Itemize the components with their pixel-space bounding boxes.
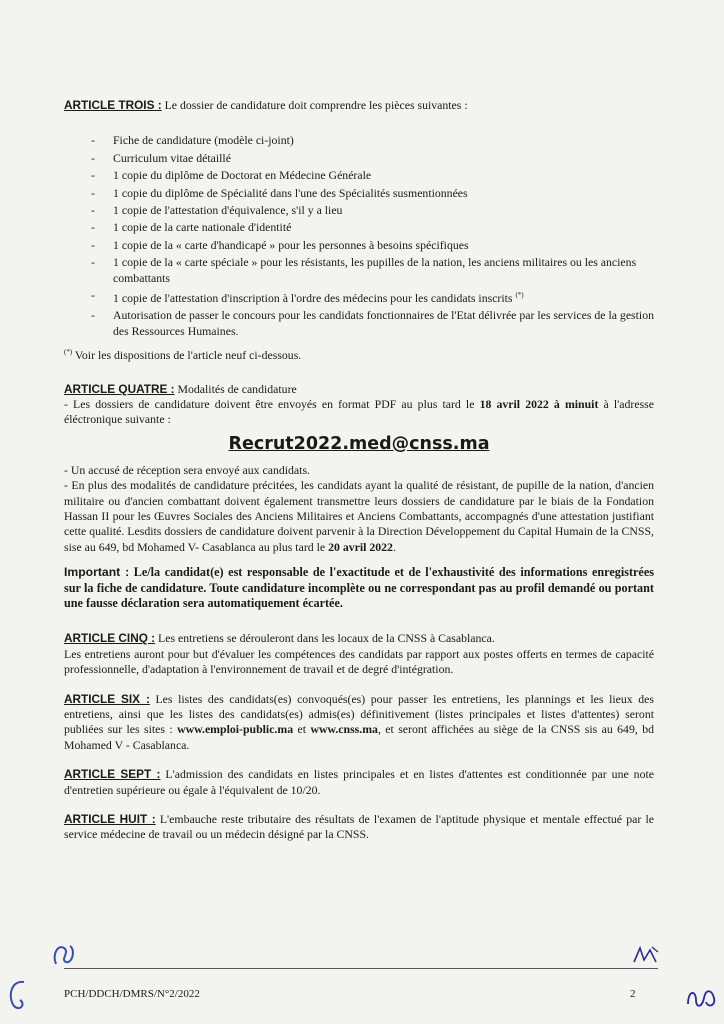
site-link-emploi-public[interactable]: www.emploi-public.ma	[177, 722, 294, 737]
page-number: 2	[630, 988, 636, 1000]
article-trois-intro: ARTICLE TROIS : Le dossier de candidature doit comprendre les pièces suivantes :	[64, 98, 468, 112]
article-six-heading: ARTICLE SIX :	[64, 691, 150, 706]
deadline-date: 18 avril 2022 à minuit	[479, 396, 599, 411]
article-cinq-heading: ARTICLE CINQ :	[64, 631, 156, 646]
list-item: - 1 copie du diplôme de Spécialité dans l'une des Spécialités susmentionnées	[64, 186, 654, 201]
article-quatre-deadline: - Les dossiers de candidature doivent être envoyés en format PDF au plus tard le 18 avril 2022 à minuit à l'adresse éléctronique suivante :	[64, 396, 654, 427]
document-body	[64, 98, 654, 857]
initials-left-signature	[50, 940, 82, 970]
article-quatre-heading: ARTICLE QUATRE :	[64, 381, 175, 396]
special-candidates-text: - En plus des modalités de candidature précitées, les candidats ayant la qualité de résistant, de pupille de la nation, d'ancien militaire ou d'ancien combattant doivent également transmettre leurs dossiers de candidature par le biais de la Fondation Hassan II pour les Œuvres Sociales des Anciens Militaires et Anciens Combattants, accompagnés d'une attestation justifiant cette qualité. Lesdits dossiers de candidature doivent parvenir à la Direction Développement du Capital Humain de la CNSS, sise au 649, bd Mohamed V- Casablanca au plus tard le 20 avril 2022.	[64, 478, 654, 554]
article-quatre-title: ARTICLE QUATRE : Modalités de candidature	[64, 381, 297, 396]
footnote-mark: (*)	[64, 348, 73, 357]
list-item: - Autorisation de passer le concours pour les candidats fonctionnaires de l'Etat délivrée par les services de la gestion des Ressources Humaines.	[64, 308, 654, 339]
special-deadline-date: 20 avril 2022	[328, 539, 393, 554]
application-email[interactable]: Recrut2022.med@cnss.ma	[228, 433, 490, 454]
important-notice: Important : Le/la candidat(e) est responsable de l'exactitude et de l'exhaustivité des informations enregistrées sur la fiche de candidature. Toute candidature incomplète ou ne correspondant pas au profil demandé ou portant une fausse déclaration sera automatiquement écartée.	[64, 565, 654, 610]
article-huit: ARTICLE HUIT : L'embauche reste tributaire des résultats de l'examen de l'aptitude physique et mentale effectué par le service médecine de travail ou un médecin désigné par la CNSS.	[64, 812, 654, 842]
pieces-list	[64, 133, 654, 339]
important-label: Important :	[64, 565, 130, 580]
article-huit-heading: ARTICLE HUIT :	[64, 812, 156, 827]
article-sept: ARTICLE SEPT : L'admission des candidats en listes principales et en listes d'attentes est conditionnée par une note d'entretien supérieure ou égale à l'équivalent de 10/20.	[64, 767, 654, 797]
list-item: - 1 copie du diplôme de Doctorat en Médecine Générale	[64, 168, 654, 183]
list-item: - 1 copie de la « carte d'handicapé » pour les personnes à besoins spécifiques	[64, 238, 654, 253]
margin-mark-right-signature	[684, 984, 720, 1012]
list-item: - 1 copie de l'attestation d'équivalence, s'il y a lieu	[64, 203, 654, 218]
acknowledgement-text: - Un accusé de réception sera envoyé aux candidats.	[64, 462, 310, 477]
article-cinq-body: Les entretiens auront pour but d'évaluer les compétences des candidats par rapport aux postes offerts en termes de capacité professionnelle, d'adaptation à l'environnement de travail et de degré d'intégration.	[64, 646, 654, 677]
initials-right-signature	[630, 944, 664, 966]
site-link-cnss[interactable]: www.cnss.ma	[310, 722, 378, 737]
footer-divider	[64, 968, 658, 969]
footnote: (*) Voir les dispositions de l'article neuf ci-dessous.	[64, 348, 302, 363]
article-cinq: ARTICLE CINQ : Les entretiens se dérouleront dans les locaux de la CNSS à Casablanca. Les entretiens auront pour but d'évaluer les compétences des candidats par rapport aux postes offerts en termes de capacité professionnelle, d'adaptation à l'environnement de travail et de degré d'intégration.	[64, 631, 654, 677]
list-item: - Fiche de candidature (modèle ci-joint)	[64, 133, 654, 148]
article-sept-heading: ARTICLE SEPT :	[64, 767, 161, 782]
list-item: - 1 copie de la carte nationale d'identité	[64, 220, 654, 235]
list-item: - 1 copie de l'attestation d'inscription à l'ordre des médecins pour les candidats inscrits (*)	[64, 288, 654, 306]
list-item: - Curriculum vitae détaillé	[64, 151, 654, 166]
list-item: - 1 copie de la « carte spéciale » pour les résistants, les pupilles de la nation, les anciens militaires ou les anciens combattants	[64, 255, 654, 286]
footnote-mark: (*)	[515, 291, 524, 300]
article-trois-heading: ARTICLE TROIS :	[64, 98, 162, 112]
article-six: ARTICLE SIX : Les listes des candidats(es) convoqués(es) pour passer les entretiens, les plannings et les lieux des entretiens, ainsi que les listes des candidats(es) admis(es) définitivement (listes principales et listes d'attentes) seront publiées sur les sites : www.emploi-public.ma et www.cnss.ma, et seront affichées au siège de la CNSS sis au 649, bd Mohamed V - Casablanca.	[64, 691, 654, 752]
margin-mark-left-signature	[4, 978, 32, 1012]
footer-reference: PCH/DDCH/DMRS/N°2/2022	[64, 988, 200, 1000]
